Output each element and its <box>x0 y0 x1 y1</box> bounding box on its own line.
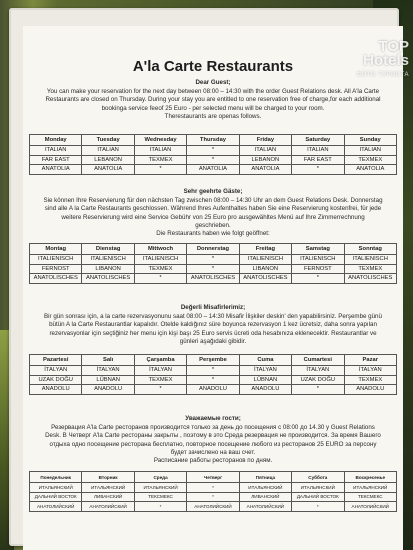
day-header: Tuesday <box>82 135 134 146</box>
table-cell: LEBANON <box>82 155 134 165</box>
table-cell: TEXMEX <box>134 264 186 274</box>
table-cell: UZAK DOĞU <box>292 375 344 385</box>
table-row <box>30 375 397 385</box>
russian-line: Резервация A'la Carte ресторанов производится только за день до посещения с 08:00 до 14.30 у Guest Relations <box>51 424 375 431</box>
table-row <box>30 492 397 502</box>
table-row <box>30 274 397 284</box>
watermark-line: TOP <box>378 38 409 55</box>
russian-line: отдыха одно посещение ресторана бесплатно, повторное посещение любого из ресторанов 25 EURO за персону <box>49 440 377 448</box>
table-row <box>30 483 397 493</box>
table-cell: * <box>187 264 239 274</box>
table-cell: TEXMEX <box>344 375 396 385</box>
table-cell: ANATOLISCHES <box>82 274 134 284</box>
table-cell: * <box>292 502 344 512</box>
table-cell: TEXMEX <box>344 264 396 274</box>
turkish-line: günleri aşağıdaki gibidir. <box>179 337 247 345</box>
turkish-schedule-table <box>29 354 397 395</box>
english-line: Therestaurants are openas follows. <box>164 112 262 120</box>
table-row <box>30 155 397 165</box>
day-header: Salı <box>82 355 134 366</box>
table-cell: АНАТОЛИЙСКИЙ <box>344 502 396 512</box>
table-cell: ANATOLIA <box>344 165 396 175</box>
table-cell: FAR EAST <box>292 155 344 165</box>
table-cell: ANATOLISCHES <box>187 274 239 284</box>
german-line: Sie können Ihre Reservierung für den nächsten Tag zwischen 08:00 – 14:30 Uhr an dem Guest Relations Desk. Donnerstag <box>43 197 383 204</box>
table-cell: ИТАЛЬЯНСКИЙ <box>292 483 344 493</box>
table-cell: * <box>187 366 239 376</box>
english-schedule-table <box>29 134 397 175</box>
table-header-row <box>30 135 397 146</box>
day-header: Saturday <box>292 135 344 146</box>
table-cell: ANADOLU <box>239 385 291 395</box>
russian-line: будет зачислено на ваш счет. <box>170 448 256 456</box>
table-row <box>30 146 397 156</box>
day-header: Sonntag <box>344 244 396 255</box>
day-header: Mittwoch <box>134 244 186 255</box>
english-greeting: Dear Guest; <box>195 79 231 86</box>
menu-sheet <box>23 26 403 550</box>
table-cell: * <box>187 155 239 165</box>
table-row <box>30 255 397 265</box>
table-cell: ЛИВАНСКИЙ <box>239 492 291 502</box>
table-cell: ITALIAN <box>82 146 134 156</box>
table-cell: * <box>292 274 344 284</box>
table-cell: İTALYAN <box>292 366 344 376</box>
german-line: Die Restaurants haben wie folgt geöffnet: <box>156 230 270 238</box>
table-cell: АНАТОЛИЙСКИЙ <box>239 502 291 512</box>
table-cell: * <box>292 385 344 395</box>
turkish-line: bütün A la Carte Restaurantlar kapalıdır. Otelde kaldığınız süre boyunca rezervasyon 1 kez ücretsiz, daha sonra yapılan <box>49 321 377 329</box>
day-header: Wednesday <box>134 135 186 146</box>
table-cell: ИТАЛЬЯНСКИЙ <box>82 483 134 493</box>
table-cell: FERNOST <box>30 264 82 274</box>
table-cell: ITALIAN <box>344 146 396 156</box>
table-cell: ANATOLIA <box>82 165 134 175</box>
table-cell: ТЕКСМЕКС <box>344 492 396 502</box>
russian-greeting: Уважаемые гости; <box>185 415 241 422</box>
table-cell: * <box>187 483 239 493</box>
table-cell: LEBANON <box>239 155 291 165</box>
table-cell: ДАЛЬНИЙ ВОСТОК <box>292 492 344 502</box>
table-cell: * <box>187 255 239 265</box>
watermark-caption: ФОТО ТУРИСТА <box>356 72 409 78</box>
table-row <box>30 165 397 175</box>
table-cell: ITALIENISCH <box>82 255 134 265</box>
table-cell: ITALIAN <box>134 146 186 156</box>
watermark-line: Hotels <box>363 52 409 69</box>
day-header: Pazartesi <box>30 355 82 366</box>
table-cell: ANADOLU <box>344 385 396 395</box>
day-header: Четверг <box>187 472 239 483</box>
table-cell: ITALIENISCH <box>344 255 396 265</box>
english-line: Restaurants are closed on Thursday. During your stay you are entitled to one reservation free of charge,for each additional <box>45 96 381 104</box>
table-cell: ITALIENISCH <box>134 255 186 265</box>
day-header: Вторник <box>82 472 134 483</box>
table-cell: * <box>134 385 186 395</box>
table-header-row <box>30 355 397 366</box>
table-cell: ИТАЛЬЯНСКИЙ <box>134 483 186 493</box>
table-cell: ANATOLISCHES <box>239 274 291 284</box>
table-cell: İTALYAN <box>134 366 186 376</box>
turkish-line: rezervasyonlar için seçtiğiniz her menu için kişi başı 25 Euro servis ücreti oda hesabınıza eklenecektir. Restaurantlar ve <box>49 329 377 337</box>
german-greeting: Sehr geehrte Gäste; <box>183 188 243 195</box>
table-cell: ITALIAN <box>239 146 291 156</box>
table-cell: * <box>187 492 239 502</box>
day-header: Воскресенье <box>344 472 396 483</box>
table-cell: UZAK DOĞU <box>30 375 82 385</box>
table-cell: FERNOST <box>292 264 344 274</box>
turkish-line: Bir gün sonrası için, a la carte rezervasyonunu saat 08:00 – 14:30 Misafir İlişkiler deskin' den yapabilirsiniz. Perşembe günü <box>44 313 382 320</box>
day-header: Çarşamba <box>134 355 186 366</box>
table-cell: * <box>187 375 239 385</box>
table-cell: ITALIENISCH <box>30 255 82 265</box>
table-cell: ANATOLIA <box>30 165 82 175</box>
table-cell: İTALYAN <box>30 366 82 376</box>
table-cell: * <box>134 502 186 512</box>
table-cell: АНАТОЛИЙСКИЙ <box>187 502 239 512</box>
german-schedule-table <box>29 243 397 284</box>
table-cell: FAR EAST <box>30 155 82 165</box>
day-header: Cumartesi <box>292 355 344 366</box>
table-cell: TEXMEX <box>134 375 186 385</box>
day-header: Суббота <box>292 472 344 483</box>
table-cell: ДАЛЬНИЙ ВОСТОК <box>30 492 82 502</box>
turkish-greeting: Değerli Misafirlerimiz; <box>180 304 246 311</box>
table-cell: ИТАЛЬЯНСКИЙ <box>239 483 291 493</box>
russian-line: Расписание работы ресторанов по дням. <box>153 457 273 465</box>
table-cell: ANATOLISCHES <box>344 274 396 284</box>
day-header: Понедельник <box>30 472 82 483</box>
turkish-paragraph <box>29 313 397 346</box>
table-cell: LÜBNAN <box>239 375 291 385</box>
day-header: Monday <box>30 135 82 146</box>
table-cell: LÜBNAN <box>82 375 134 385</box>
russian-paragraph <box>29 424 397 465</box>
german-paragraph <box>29 197 397 238</box>
table-cell: * <box>134 165 186 175</box>
table-row <box>30 366 397 376</box>
english-line: You can make your reservation for the next day between 08:00 – 14:30 with the order Guest Relations desk. All A'la Carte <box>46 88 380 95</box>
table-cell: TEXMEX <box>344 155 396 165</box>
table-row <box>30 264 397 274</box>
table-cell: АНАТОЛИЙСКИЙ <box>82 502 134 512</box>
day-header: Cuma <box>239 355 291 366</box>
table-row <box>30 502 397 512</box>
table-header-row <box>30 472 397 483</box>
table-cell: ЛИВАНСКИЙ <box>82 492 134 502</box>
german-line: weitere Reservierung wird eine Service Gebühr von 25 Euro pro ausgewähltes Menü auf Ihre Zimmerrechnung <box>61 213 365 221</box>
table-cell: ANATOLIA <box>239 165 291 175</box>
german-line: sind alle A la Carte Restaurants geschlossen. Während Ihres Aufenthaltes haben Sie eine Reservierung kostenfrei, für jede <box>44 205 382 213</box>
table-cell: TEXMEX <box>134 155 186 165</box>
table-cell: ANADOLU <box>187 385 239 395</box>
table-cell: ITALIENISCH <box>239 255 291 265</box>
tophotels-watermark <box>331 40 409 82</box>
table-cell: LIBANON <box>239 264 291 274</box>
table-cell: ANADOLU <box>82 385 134 395</box>
table-cell: İTALYAN <box>344 366 396 376</box>
day-header: Donnerstag <box>187 244 239 255</box>
acrylic-frame <box>9 8 399 546</box>
table-cell: İTALYAN <box>239 366 291 376</box>
russian-line: Desk. В Четверг A'la Carte рестораны закрыты , поэтому в это Среда резервация не производится. За время Вашего <box>45 432 381 440</box>
day-header: Samstag <box>292 244 344 255</box>
table-row <box>30 385 397 395</box>
table-cell: * <box>187 146 239 156</box>
english-paragraph <box>29 88 397 121</box>
day-header: Thursday <box>187 135 239 146</box>
day-header: Pazar <box>344 355 396 366</box>
table-cell: ИТАЛЬЯНСКИЙ <box>344 483 396 493</box>
table-cell: ANADOLU <box>30 385 82 395</box>
table-cell: * <box>292 165 344 175</box>
table-cell: İTALYAN <box>82 366 134 376</box>
day-header: Montag <box>30 244 82 255</box>
day-header: Friday <box>239 135 291 146</box>
german-line: geschrieben. <box>195 221 231 229</box>
english-line: bookinga service feeof 25 Euro - per selected menu will be charged to your room. <box>101 104 325 112</box>
table-cell: ИТАЛЬЯНСКИЙ <box>30 483 82 493</box>
table-cell: ITALIAN <box>292 146 344 156</box>
table-cell: ANATOLISCHES <box>30 274 82 284</box>
day-header: Sunday <box>344 135 396 146</box>
day-header: Среда <box>134 472 186 483</box>
table-cell: ANATOLIA <box>187 165 239 175</box>
table-cell: LIBANON <box>82 264 134 274</box>
table-cell: ТЕКСМЕКС <box>134 492 186 502</box>
russian-schedule-table <box>29 471 397 512</box>
table-cell: ITALIENISCH <box>292 255 344 265</box>
table-header-row <box>30 244 397 255</box>
day-header: Пятница <box>239 472 291 483</box>
day-header: Dienstag <box>82 244 134 255</box>
day-header: Freitag <box>239 244 291 255</box>
page-title: A'la Carte Restaurants <box>132 58 294 75</box>
table-cell: АНАТОЛИЙСКИЙ <box>30 502 82 512</box>
table-cell: * <box>134 274 186 284</box>
table-cell: ITALIAN <box>30 146 82 156</box>
day-header: Perşembe <box>187 355 239 366</box>
